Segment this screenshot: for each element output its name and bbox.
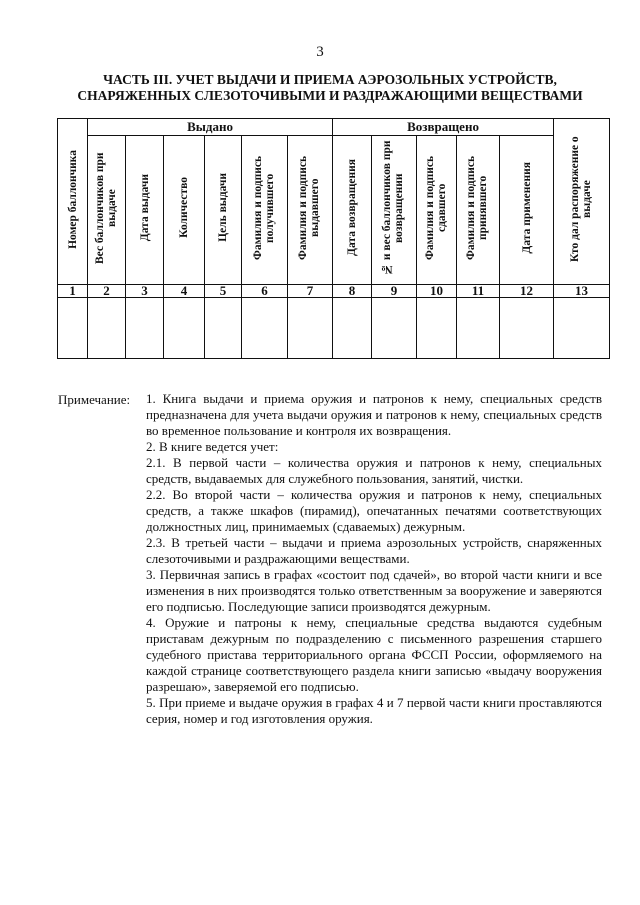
column-number: 6 <box>242 285 288 298</box>
title-line-1: ЧАСТЬ III. УЧЕТ ВЫДАЧИ И ПРИЕМА АЭРОЗОЛЬНЫХ УСТРОЙСТВ, <box>103 72 557 87</box>
table-cell <box>417 298 457 359</box>
table-cell <box>242 298 288 359</box>
col-header-ordered-by: Кто дал распоряжение о выдаче <box>554 119 610 285</box>
table-cell <box>372 298 417 359</box>
table-cell <box>205 298 242 359</box>
column-number: 2 <box>88 285 126 298</box>
table-cell <box>288 298 333 359</box>
column-number: 10 <box>417 285 457 298</box>
table-cell <box>164 298 205 359</box>
note-paragraph: 2.3. В третьей части – выдачи и приема аэрозольных устройств, снаряженных слезоточивыми и раздражающими веществами. <box>146 535 602 566</box>
table-cell <box>457 298 500 359</box>
col-header-use-date: Дата применения <box>500 136 554 285</box>
notes-block <box>146 391 602 727</box>
note-paragraph: 2.1. В первой части – количества оружия и патронов к нему, специальных средств, выдаваемых для служебного пользования, занятий, чистки. <box>146 455 602 486</box>
col-header-purpose: Цель выдачи <box>205 136 242 285</box>
col-header-receiver-signature: Фамилия и подпись получившего <box>242 136 288 285</box>
group-header-issued: Выдано <box>88 119 333 136</box>
note-paragraph: 2. В книге ведется учет: <box>146 439 279 454</box>
table-cell <box>88 298 126 359</box>
col-header-return-date: Дата возвращения <box>333 136 372 285</box>
col-header-number-weight-returned: № и вес баллончиков при возвращении <box>372 136 417 285</box>
column-number: 12 <box>500 285 554 298</box>
issue-return-table <box>57 118 610 359</box>
table-cell <box>333 298 372 359</box>
note-label: Примечание: <box>58 392 131 407</box>
note-paragraph: 5. При приеме и выдаче оружия в графах 4 и 7 первой части книги проставляются серия, номер и год изготовления оружия. <box>146 695 602 726</box>
page-number: 3 <box>316 44 324 60</box>
table-cell <box>500 298 554 359</box>
group-header-returned: Возвращено <box>333 119 554 136</box>
col-header-acceptor-signature: Фамилия и подпись принявшего <box>457 136 500 285</box>
column-number: 4 <box>164 285 205 298</box>
title-line-2: СНАРЯЖЕННЫХ СЛЕЗОТОЧИВЫМИ И РАЗДРАЖАЮЩИМИ ВЕЩЕСТВАМИ <box>77 88 583 103</box>
col-header-returner-signature: Фамилия и подпись сдавшего <box>417 136 457 285</box>
col-header-issue-date: Дата выдачи <box>126 136 164 285</box>
note-paragraph: 1. Книга выдачи и приема оружия и патронов к нему, специальных средств предназначена для учета выдачи оружия и патронов к нему, специальных средств во временное пользование и контроля их возвращения. <box>146 391 602 438</box>
col-header-weight-issued: Вес баллончиков при выдаче <box>88 136 126 285</box>
table-cell <box>554 298 610 359</box>
page-title <box>60 72 600 104</box>
column-number: 9 <box>372 285 417 298</box>
column-number: 3 <box>126 285 164 298</box>
table-cell <box>58 298 88 359</box>
column-number: 13 <box>554 285 610 298</box>
col-header-cylinder-number: Номер баллончика <box>58 119 88 285</box>
note-paragraph: 4. Оружие и патроны к нему, специальные средства выдаются судебным приставам дежурным по подразделению с письменного разрешения старшего судебного пристава территориального органа ФССП России, оформляемого на каждой странице соответствующего раздела книги записью «выдачу вооружения разрешаю», заверяемой его подписью. <box>146 615 602 694</box>
col-header-issuer-signature: Фамилия и подпись выдавшего <box>288 136 333 285</box>
note-paragraph: 3. Первичная запись в графах «состоит под сдачей», во второй части книги и все изменения в них производятся только ответственным за вооружение и заверяются его подписью. Последующие записи производятся дежурным. <box>146 567 602 614</box>
table-cell <box>126 298 164 359</box>
empty-entry-row <box>58 298 610 359</box>
column-number-row <box>58 285 610 298</box>
column-number: 8 <box>333 285 372 298</box>
column-number: 11 <box>457 285 500 298</box>
column-number: 1 <box>58 285 88 298</box>
column-number: 7 <box>288 285 333 298</box>
col-header-quantity: Количество <box>164 136 205 285</box>
column-number: 5 <box>205 285 242 298</box>
note-paragraph: 2.2. Во второй части – количества оружия и патронов к нему, специальных средств, а также шкафов (пирамид), опечатанных печатями соответствующих должностных лиц, принимаемых (сдаваемых) дежурным. <box>146 487 602 534</box>
